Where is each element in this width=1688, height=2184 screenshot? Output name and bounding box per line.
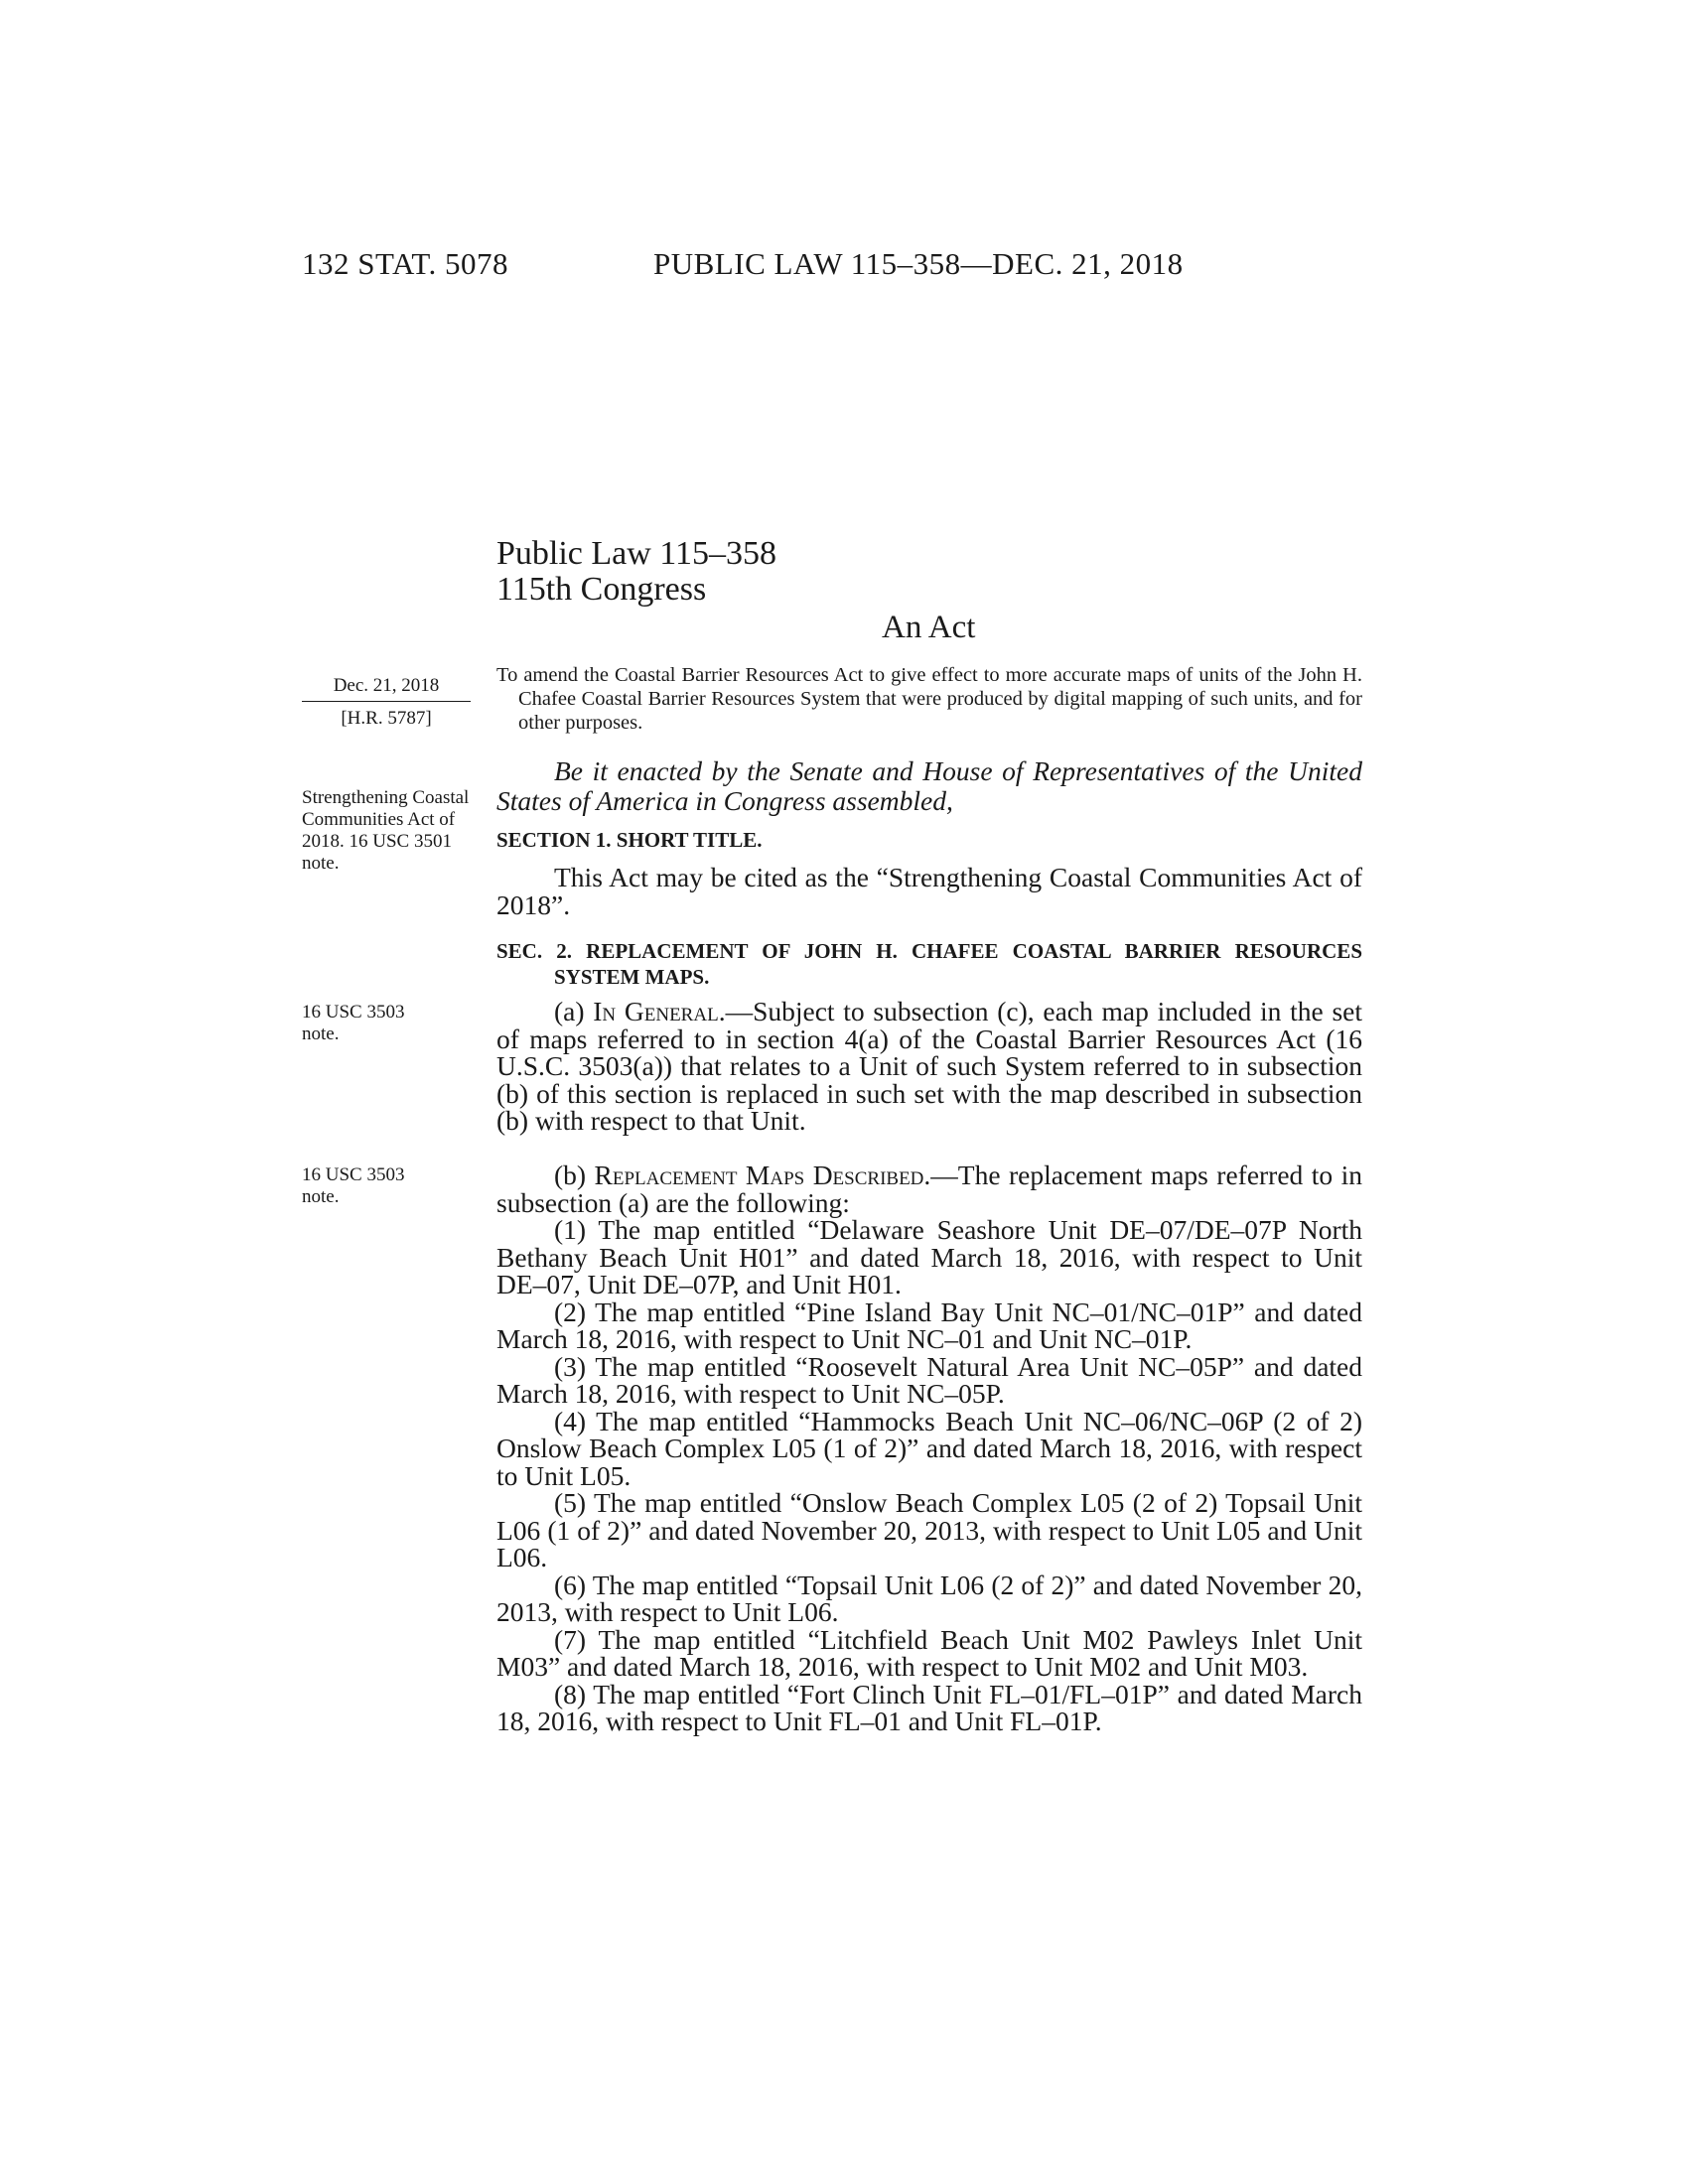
- public-law-number: Public Law 115–358: [496, 535, 777, 572]
- replacement-map-list: [496, 1216, 1362, 1735]
- list-item: (8) The map entitled “Fort Clinch Unit FL–01/FL–01P” and dated March 18, 2016, with respect to Unit FL–01 and Unit FL–01P.: [496, 1678, 1362, 1736]
- subsection-b-label: (b): [554, 1160, 595, 1190]
- list-item: (1) The map entitled “Delaware Seashore Unit DE–07/DE–07P North Bethany Beach Unit H01” and dated March 18, 2016, with respect to Unit DE–07, Unit DE–07P, and Unit H01.: [496, 1214, 1362, 1299]
- section-1-heading: SECTION 1. SHORT TITLE.: [496, 828, 763, 852]
- subsection-a: [496, 998, 1362, 1135]
- congress-number: 115th Congress: [496, 571, 707, 608]
- section-2-heading: SEC. 2. REPLACEMENT OF JOHN H. CHAFEE COASTAL BARRIER RESOURCES SYSTEM MAPS.: [496, 939, 1362, 989]
- margin-date: Dec. 21, 2018: [333, 675, 440, 696]
- margin-bill-number: [H.R. 5787]: [341, 708, 432, 729]
- list-item: (4) The map entitled “Hammocks Beach Unit NC–06/NC–06P (2 of 2) Onslow Beach Complex L05 (1 of 2)” and dated March 18, 2016, with respect to Unit L05.: [496, 1405, 1362, 1491]
- running-title: PUBLIC LAW 115–358—DEC. 21, 2018: [653, 246, 1184, 281]
- list-item: (5) The map entitled “Onslow Beach Complex L05 (2 of 2) Topsail Unit L06 (1 of 2)” and dated November 20, 2013, with respect to Unit L05 and Unit L06.: [496, 1487, 1362, 1572]
- subsection-b-text: .—The replacement maps referred to in subsection (a) are the following:: [496, 1160, 1362, 1218]
- an-act-heading: An Act: [882, 610, 976, 645]
- list-item: (7) The map entitled “Litchfield Beach Unit M02 Pawleys Inlet Unit M03” and dated March 18, 2016, with respect to Unit M02 and Unit M03.: [496, 1623, 1362, 1682]
- list-item: (3) The map entitled “Roosevelt Natural Area Unit NC–05P” and dated March 18, 2016, with respect to Unit NC–05P.: [496, 1350, 1362, 1409]
- section-1-text: This Act may be cited as the “Strengthening Coastal Communities Act of 2018”.: [496, 862, 1362, 920]
- subsection-b: [496, 1161, 1362, 1216]
- list-item: (2) The map entitled “Pine Island Bay Unit NC–01/NC–01P” and dated March 18, 2016, with respect to Unit NC–01 and Unit NC–01P.: [496, 1296, 1362, 1354]
- enacting-clause: Be it enacted by the Senate and House of Representatives of the United States of America in Congress assembled,: [496, 755, 1362, 816]
- subsection-a-label: (a): [554, 996, 594, 1026]
- margin-short-title-note: Strengthening Coastal Communities Act of 2018. 16 USC 3501 note.: [302, 787, 470, 874]
- subsection-b-heading: Replacement Maps Described: [594, 1160, 924, 1190]
- page-stat-citation: 132 STAT. 5078: [302, 246, 509, 281]
- margin-divider: [302, 701, 471, 702]
- list-item: (6) The map entitled “Topsail Unit L06 (2 of 2)” and dated November 20, 2013, with respect to Unit L06.: [496, 1569, 1362, 1627]
- subsection-a-heading: In General: [593, 996, 719, 1026]
- act-purpose: To amend the Coastal Barrier Resources Act to give effect to more accurate maps of units of the John H. Chafee Coastal Barrier Resources System that were produced by digital mapping of such units, and for other purposes.: [496, 664, 1362, 734]
- margin-usc-note-b: 16 USC 3503 note.: [302, 1164, 405, 1207]
- subsection-a-text: .—Subject to subsection (c), each map included in the set of maps referred to in section 4(a) of the Coastal Barrier Resources Act (16 U.S.C. 3503(a)) that relates to a Unit of such System referred to in subsection (b) of this section is replaced in such set with the map described in subsection (b) with respect to that Unit.: [496, 996, 1363, 1136]
- margin-usc-note-a: 16 USC 3503 note.: [302, 1002, 405, 1044]
